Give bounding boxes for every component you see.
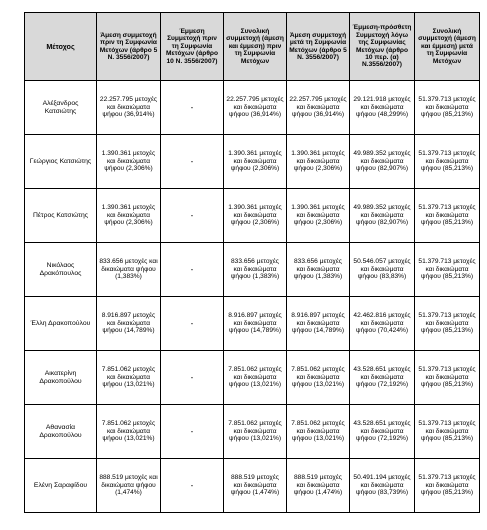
total-before-cell: 7.851.062 μετοχές και δικαιώματα ψήφου (13,021%) — [224, 351, 287, 405]
total-before-cell: 1.390.361 μετοχές και δικαιώματα ψήφου (2,306%) — [224, 189, 287, 243]
indirect-additional-cell: 50.491.194 μετοχές και δικαιώματα ψήφου (83,739%) — [350, 459, 415, 513]
indirect-additional-cell: 49.989.352 μετοχές και δικαιώματα ψήφου (82,907%) — [350, 135, 415, 189]
shareholder-name: Γεώργιος Κατσιώτης — [25, 135, 97, 189]
shareholder-name: Αλέξανδρος Κατσιώτης — [25, 81, 97, 135]
direct-before-cell: 833.656 μετοχές και δικαιώματα ψήφου (1,383%) — [97, 243, 161, 297]
direct-after-cell: 8.916.897 μετοχές και δικαιώματα ψήφου (14,789%) — [287, 297, 350, 351]
header-indirect-before: Έμμεση Συμμετοχή πριν τη Συμφωνία Μετόχων (άρθρο 10 Ν. 3556/2007) — [161, 13, 224, 81]
total-after-cell: 51.379.713 μετοχές και δικαιώματα ψήφου (85,213%) — [415, 297, 480, 351]
indirect-before-cell: - — [161, 189, 224, 243]
indirect-additional-cell: 42.462.816 μετοχές και δικαιώματα ψήφου (70,424%) — [350, 297, 415, 351]
total-before-cell: 1.390.361 μετοχές και δικαιώματα ψήφου (2,306%) — [224, 135, 287, 189]
total-after-cell: 51.379.713 μετοχές και δικαιώματα ψήφου (85,213%) — [415, 81, 480, 135]
shareholder-name: Πέτρος Κατσιώτης — [25, 189, 97, 243]
header-direct-after: Άμεση συμμετοχή μετά τη Συμφωνία Μετόχων (άρθρο 5 Ν. 3556/2007) — [287, 13, 350, 81]
indirect-before-cell: - — [161, 81, 224, 135]
header-total-after: Συνολική συμμετοχή (άμεση και έμμεση) μετά τη Συμφωνία Μετόχων — [415, 13, 480, 81]
direct-before-cell: 7.851.062 μετοχές και δικαιώματα ψήφου (13,021%) — [97, 351, 161, 405]
table-row — [25, 351, 480, 405]
direct-after-cell: 1.390.361 μετοχές και δικαιώματα ψήφου (2,306%) — [287, 189, 350, 243]
header-indirect-additional: Έμμεση-πρόσθετη Συμμετοχή λόγω της Συμφωνίας Μετόχων (άρθρο 10 περ. (α) Ν.3556/2007) — [350, 13, 415, 81]
total-before-cell: 8.916.897 μετοχές και δικαιώματα ψήφου (14,789%) — [224, 297, 287, 351]
total-after-cell: 51.379.713 μετοχές και δικαιώματα ψήφου (85,213%) — [415, 189, 480, 243]
total-after-cell: 51.379.713 μετοχές και δικαιώματα ψήφου (85,213%) — [415, 351, 480, 405]
header-direct-before: Άμεση συμμετοχή πριν τη Συμφωνία Μετόχων (άρθρο 5 Ν. 3556/2007) — [97, 13, 161, 81]
shareholder-name: Αικατερίνη Δρακοπούλου — [25, 351, 97, 405]
direct-before-cell: 22.257.795 μετοχές και δικαιώματα ψήφου (36,914%) — [97, 81, 161, 135]
total-before-cell: 22.257.795 μετοχές και δικαιώματα ψήφου (36,914%) — [224, 81, 287, 135]
shareholding-table — [24, 12, 480, 513]
shareholder-name: Νικόλαος Δρακόπουλος — [25, 243, 97, 297]
indirect-before-cell: - — [161, 297, 224, 351]
table-row — [25, 135, 480, 189]
total-after-cell: 51.379.713 μετοχές και δικαιώματα ψήφου (85,213%) — [415, 405, 480, 459]
direct-after-cell: 833.656 μετοχές και δικαιώματα ψήφου (1,383%) — [287, 243, 350, 297]
total-after-cell: 51.379.713 μετοχές και δικαιώματα ψήφου (85,213%) — [415, 243, 480, 297]
indirect-additional-cell: 43.528.651 μετοχές και δικαιώματα ψήφου (72,192%) — [350, 405, 415, 459]
shareholder-name: Αθανασία Δρακοπούλου — [25, 405, 97, 459]
indirect-additional-cell: 29.121.918 μετοχές και δικαιώματα ψήφου (48,299%) — [350, 81, 415, 135]
direct-after-cell: 7.851.062 μετοχές και δικαιώματα ψήφου (13,021%) — [287, 351, 350, 405]
table-row — [25, 243, 480, 297]
header-shareholder: Μέτοχος — [25, 13, 97, 81]
total-before-cell: 888.519 μετοχές και δικαιώματα ψήφου (1,474%) — [224, 459, 287, 513]
direct-before-cell: 1.390.361 μετοχές και δικαιώματα ψήφου (2,306%) — [97, 189, 161, 243]
direct-after-cell: 1.390.361 μετοχές και δικαιώματα ψήφου (2,306%) — [287, 135, 350, 189]
indirect-before-cell: - — [161, 351, 224, 405]
indirect-additional-cell: 49.989.352 μετοχές και δικαιώματα ψήφου (82,907%) — [350, 189, 415, 243]
direct-after-cell: 888.519 μετοχές και δικαιώματα ψήφου (1,474%) — [287, 459, 350, 513]
indirect-before-cell: - — [161, 135, 224, 189]
direct-before-cell: 1.390.361 μετοχές και δικαιώματα ψήφου (2,306%) — [97, 135, 161, 189]
total-before-cell: 7.851.062 μετοχές και δικαιώματα ψήφου (13,021%) — [224, 405, 287, 459]
indirect-additional-cell: 43.528.651 μετοχές και δικαιώματα ψήφου (72,192%) — [350, 351, 415, 405]
header-total-before: Συνολική συμμετοχή (άμεση και έμμεση) πριν τη Συμφωνία Μετόχων — [224, 13, 287, 81]
total-before-cell: 833.656 μετοχές και δικαιώματα ψήφου (1,383%) — [224, 243, 287, 297]
header-row — [25, 13, 480, 81]
indirect-before-cell: - — [161, 405, 224, 459]
table-row — [25, 189, 480, 243]
table-row — [25, 81, 480, 135]
total-after-cell: 51.379.713 μετοχές και δικαιώματα ψήφου (85,213%) — [415, 135, 480, 189]
direct-before-cell: 8.916.897 μετοχές και δικαιώματα ψήφου (14,789%) — [97, 297, 161, 351]
direct-after-cell: 22.257.795 μετοχές και δικαιώματα ψήφου (36,914%) — [287, 81, 350, 135]
indirect-additional-cell: 50.546.057 μετοχές και δικαιώματα ψήφου (83,83%) — [350, 243, 415, 297]
table-row — [25, 297, 480, 351]
indirect-before-cell: - — [161, 459, 224, 513]
table-row — [25, 459, 480, 513]
table-header — [25, 13, 480, 81]
direct-before-cell: 888.519 μετοχές και δικαιώματα ψήφου (1,474%) — [97, 459, 161, 513]
shareholder-name: Ελένη Σαραφίδου — [25, 459, 97, 513]
table-body — [25, 81, 480, 513]
shareholder-name: Έλλη Δρακοπούλου — [25, 297, 97, 351]
indirect-before-cell: - — [161, 243, 224, 297]
direct-before-cell: 7.851.062 μετοχές και δικαιώματα ψήφου (13,021%) — [97, 405, 161, 459]
total-after-cell: 51.379.713 μετοχές και δικαιώματα ψήφου (85,213%) — [415, 459, 480, 513]
table-row — [25, 405, 480, 459]
direct-after-cell: 7.851.062 μετοχές και δικαιώματα ψήφου (13,021%) — [287, 405, 350, 459]
